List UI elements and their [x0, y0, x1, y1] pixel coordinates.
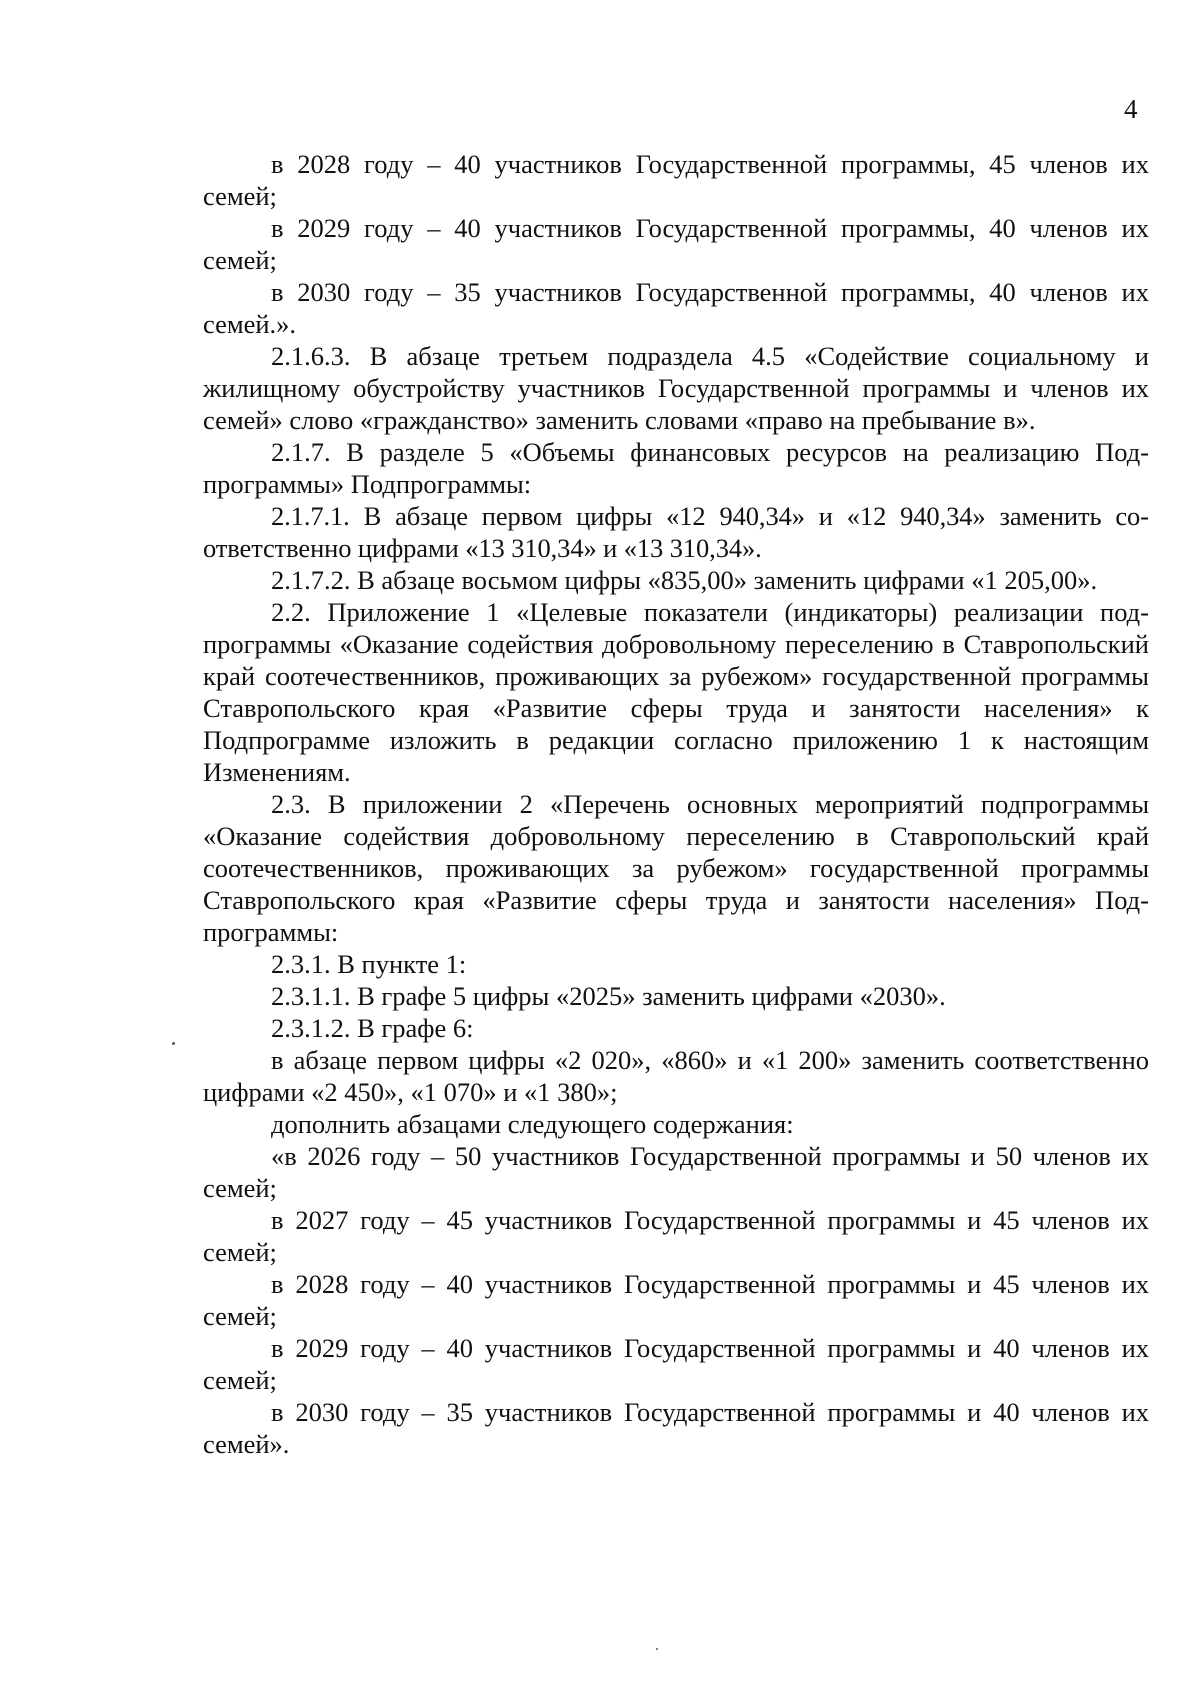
paragraph-2-3: 2.3. В приложении 2 «Перечень основных мероприятий подпрограммы «Оказание содействия добровольному переселению в Ставропольский край соотечественников, проживающих за рубежом» государственной программы Ставропольского края «Развитие сферы труда и занятости населения» Подпрограммы:	[203, 789, 1149, 947]
paragraph-2-1-7-1: 2.1.7.1. В абзаце первом цифры «12 940,34» и «12 940,34» заменить соответственно цифрами «13 310,34» и «13 310,34».	[203, 501, 1149, 563]
document-body	[203, 148, 1149, 1460]
paragraph-2-1-7: 2.1.7. В разделе 5 «Объемы финансовых ресурсов на реализацию Подпрограммы» Подпрограммы:	[203, 437, 1149, 499]
paragraph-2-1-6-3: 2.1.6.3. В абзаце третьем подраздела 4.5 «Содействие социальному и жилищному обустройству участников Государственной программы и членов их семей» слово «гражданство» заменить словами «право на пребывание в».	[203, 341, 1149, 435]
paragraph-add-abzacs: дополнить абзацами следующего содержания:	[271, 1109, 794, 1139]
paragraph-2028-participants: в 2028 году – 40 участников Государственной программы и 45 членов их семей;	[203, 1269, 1149, 1331]
page-number: 4	[1124, 94, 1138, 124]
paragraph-2-2: 2.2. Приложение 1 «Целевые показатели (индикаторы) реализации подпрограммы «Оказание содействия добровольному переселению в Ставропольский край соотечественников, проживающих за рубежом» государственной программы Ставропольского края «Развитие сферы труда и занятости населения» к Подпрограмме изложить в редакции согласно приложению 1 к настоящим Изменениям.	[203, 597, 1149, 787]
paragraph-2030-members: в 2030 году – 35 участников Государственной программы, 40 членов их семей.».	[203, 277, 1149, 339]
paragraph-first-abzac: в абзаце первом цифры «2 020», «860» и «1 200» заменить соответственно цифрами «2 450», «1 070» и «1 380»;	[203, 1045, 1149, 1107]
paragraph-2-3-1-1: 2.3.1.1. В графе 5 цифры «2025» заменить цифрами «2030».	[271, 981, 946, 1011]
paragraph-2028-members: в 2028 году – 40 участников Государственной программы, 45 членов их семей;	[203, 149, 1149, 211]
paragraph-2-1-7-2: 2.1.7.2. В абзаце восьмом цифры «835,00» заменить цифрами «1 205,00».	[271, 565, 1098, 595]
scan-speck	[172, 1042, 175, 1045]
paragraph-2-3-1-2: 2.3.1.2. В графе 6:	[271, 1013, 474, 1043]
paragraph-2027-participants: в 2027 году – 45 участников Государственной программы и 45 членов их семей;	[203, 1205, 1149, 1267]
paragraph-2030-participants: в 2030 году – 35 участников Государственной программы и 40 членов их семей».	[203, 1397, 1149, 1459]
paragraph-2-3-1: 2.3.1. В пункте 1:	[271, 949, 467, 979]
scan-speck	[656, 1648, 658, 1650]
paragraph-2026-participants: «в 2026 году – 50 участников Государственной программы и 50 членов их семей;	[203, 1141, 1149, 1203]
paragraph-2029-participants: в 2029 году – 40 участников Государственной программы и 40 членов их семей;	[203, 1333, 1149, 1395]
paragraph-2029-members: в 2029 году – 40 участников Государственной программы, 40 членов их семей;	[203, 213, 1149, 275]
